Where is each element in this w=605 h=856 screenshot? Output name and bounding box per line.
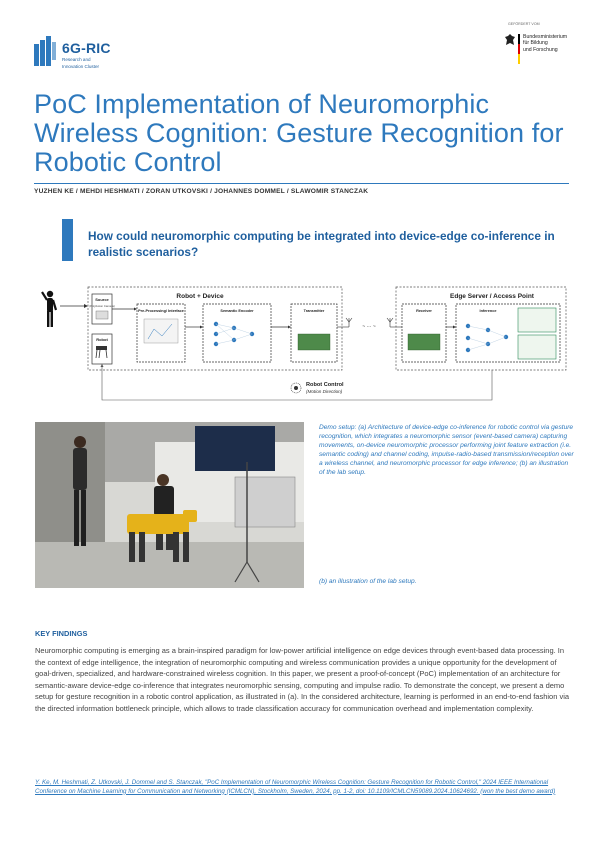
motion-direction-label: (Motion Direction) [306, 389, 343, 394]
architecture-diagram [38, 282, 570, 410]
robot-label: Robot [96, 337, 108, 342]
svg-text:~ ··· ~: ~ ··· ~ [362, 324, 376, 330]
federal-eagle-icon [505, 34, 515, 46]
key-findings-body: Neuromorphic computing is emerging as a brain-inspired paradigm for low-power artificial intelligence on edge devices through event-based data processing. In the context of edge intelligence, the integration of neuromorphic computing and wireless communication provides a unique opportunity for the development of goal-driven, specialized, and hardware-constrained wireless cognition. In this paper, we present a proof-of-concept (PoC) implementation of an architecture for semantic-aware device-edge co-inference that integrates neuromorphic sensing, computing and impulse radio. To demonstrate the concept, we present a demo setup for gesture recognition in a robotic control application, as illustrated in (a). In the considered architecture, learning is performed in an end-to-end fashion via the directed information bottleneck principle, which allows to trade classification accuracy for communication overhead and implementation complexity. [35, 646, 570, 713]
title-divider [34, 183, 569, 184]
research-question: How could neuromorphic computing be integrated into device-edge co-inference in realistic scenarios? [88, 229, 555, 259]
6g-ric-logo-icon [34, 36, 56, 68]
camera-icon [96, 311, 108, 319]
logo-name: 6G-RIC [62, 40, 111, 56]
ministry-name [523, 34, 567, 53]
inference-label: Inference [479, 309, 497, 313]
figure-caption-a: Demo setup: (a) Architecture of device-edge co-inference for robotic control via gesture recognition, which integrates a neuromorphic sensor (event-based camera) capturing movements, on-device neuromorphic processor performing joint feature extraction (i.e. semantic coding) and channel coding, impulse-radio-based transmission/reception over a wireless channel, and neuromorphic processor for edge inference; (b) an illustration of the lab setup. [319, 424, 574, 476]
robot-control-label: Robot Control [306, 382, 344, 388]
key-findings-heading: KEY FINDINGS [35, 629, 88, 638]
logo-text [62, 40, 111, 69]
ministry-line-2: für Bildung [523, 40, 548, 47]
figure-caption-b: (b) an illustration of the lab setup. [319, 578, 417, 585]
transmitter-label: Transmitter [303, 309, 325, 313]
semantic-encoder-label: Semantic Encoder [220, 309, 254, 313]
sponsor-label: GEFÖRDERT VOM [508, 22, 540, 26]
inference-output-1 [518, 308, 556, 332]
person-icon [42, 291, 56, 327]
receiver-label: Receiver [416, 309, 432, 313]
inference-output-2 [518, 335, 556, 359]
lab-setup-photo [35, 422, 304, 588]
source-label: Source [95, 297, 109, 302]
page-title: PoC Implementation of Neuromorphic Wireless Cognition: Gesture Recognition for Robotic Control [34, 89, 564, 177]
receiver-board-icon [408, 334, 440, 350]
transmitter-board-icon [298, 334, 330, 350]
source-sub-label: (Polyfusion Camera) [89, 304, 115, 308]
question-accent-bar [62, 219, 73, 261]
logo-subtitle-2: Innovation Cluster [62, 63, 100, 69]
robot-device-label: Robot + Device [176, 293, 224, 300]
edge-server-label: Edge Server / Access Point [450, 293, 534, 300]
logo-subtitle-1: Research and [62, 57, 91, 62]
preprocessing-label: Pre-Processing/ Interface [138, 309, 184, 313]
ministry-line-3: und Forschung [523, 46, 558, 53]
flag-stripe-icon [518, 34, 520, 64]
reference-link[interactable]: Y. Ke, M. Heshmati, Z. Utkovski, J. Dommel and S. Stanczak, "PoC Implementation of Neuromorphic Wireless Cognition: Gesture Recognition for Robotic Control," 2024 IEEE International Conference on Machine Learning for Communication and Networking (ICMLCN), Stockholm, Sweden, 2024, pp. 1-2, doi: 10.1109/ICMLCN59089.2024.10624692. (won the best demo award) [35, 779, 556, 795]
ministry-line-1: Bundesministerium [523, 34, 568, 40]
authors: YUZHEN KE / MEHDI HESHMATI / ZORAN UTKOVSKI / JOHANNES DOMMEL / SLAWOMIR STANCZAK [34, 188, 369, 195]
